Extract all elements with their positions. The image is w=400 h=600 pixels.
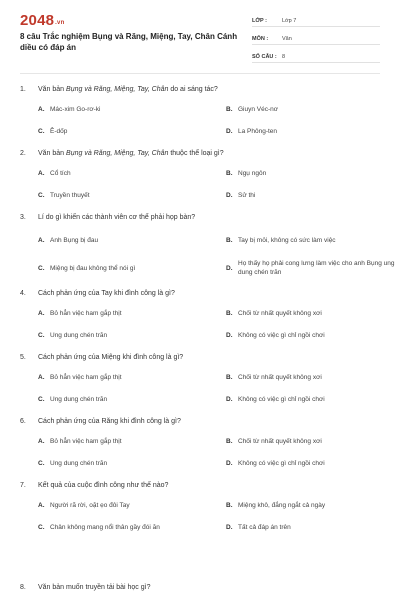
option-text: Mác-xim Go-rơ-ki <box>50 105 101 113</box>
answer-option[interactable] <box>226 324 398 346</box>
answer-options <box>38 366 380 410</box>
option-letter: D. <box>226 264 233 272</box>
meta-label: LỚP : <box>252 18 267 24</box>
meta-value: Văn <box>282 36 292 42</box>
answer-option[interactable] <box>38 516 210 538</box>
question-text: Văn bản Bụng và Răng, Miệng, Tay, Chân thuộc thể loại gì? <box>38 150 224 157</box>
question-number: 5. <box>20 354 26 361</box>
option-letter: D. <box>226 191 233 199</box>
option-letter: A. <box>38 309 45 317</box>
answer-option[interactable] <box>38 184 210 206</box>
option-text: Không có việc gì chỉ ngồi chơi <box>238 459 325 467</box>
question-text: Văn bản Bụng và Răng, Miệng, Tay, Chân do ai sáng tác? <box>38 86 218 93</box>
answer-option[interactable] <box>38 226 210 254</box>
question-text: Văn bản muốn truyền tải bài học gì? <box>38 584 151 591</box>
answer-option[interactable] <box>226 98 398 120</box>
option-letter: D. <box>226 459 233 467</box>
option-text: Tay bị mỏi, không có sức làm việc <box>238 236 336 244</box>
question-prompt <box>20 286 380 302</box>
answer-option[interactable] <box>38 366 210 388</box>
question-prompt <box>20 478 380 494</box>
meta-grade <box>252 11 380 27</box>
option-text: Miệng bị đau không thể nói gì <box>50 264 136 272</box>
answer-option[interactable] <box>226 366 398 388</box>
option-letter: A. <box>38 501 45 509</box>
meta-value: 8 <box>282 54 286 60</box>
question-number: 3. <box>20 214 26 221</box>
option-text: Giuyn Véc-nơ <box>238 105 279 113</box>
answer-option[interactable] <box>38 302 210 324</box>
option-text: Ung dung chén trăn <box>50 395 108 403</box>
answer-option[interactable] <box>38 120 210 142</box>
answer-option[interactable] <box>226 494 398 516</box>
option-letter: C. <box>38 395 45 403</box>
question-4 <box>20 286 380 346</box>
option-letter: C. <box>38 331 45 339</box>
option-text: Họ thấy họ phải cong lưng làm việc cho anh Bụng ung dung chén trăn <box>238 260 395 276</box>
question-8-partial <box>20 584 150 591</box>
option-text: Bỏ hẳn việc ham gắp thịt <box>50 373 122 381</box>
answer-option[interactable] <box>226 184 398 206</box>
answer-option[interactable] <box>38 254 210 282</box>
option-letter: A. <box>38 437 45 445</box>
answer-option[interactable] <box>226 226 398 254</box>
answer-option[interactable] <box>226 254 398 282</box>
option-text: La Phông-ten <box>238 127 278 135</box>
question-text: Lí do gì khiến các thành viên cơ thể phải họp bàn? <box>38 214 196 221</box>
option-letter: A. <box>38 236 45 244</box>
question-prompt <box>20 146 380 162</box>
option-text: Chối từ nhất quyết không xơi <box>238 373 322 381</box>
option-letter: C. <box>38 191 45 199</box>
meta-value: Lớp 7 <box>282 18 297 24</box>
option-letter: A. <box>38 169 45 177</box>
answer-options <box>38 98 380 142</box>
question-number: 6. <box>20 418 26 425</box>
answer-option[interactable] <box>38 162 210 184</box>
option-letter: D. <box>226 127 233 135</box>
question-text: Cách phản ứng của Răng khi đình công là gì? <box>38 418 181 425</box>
option-text: Tất cả đáp án trên <box>238 523 291 531</box>
answer-option[interactable] <box>226 516 398 538</box>
answer-option[interactable] <box>38 494 210 516</box>
option-letter: A. <box>38 105 45 113</box>
answer-options <box>38 430 380 474</box>
question-prompt <box>20 414 380 430</box>
header-divider <box>20 73 380 74</box>
answer-option[interactable] <box>226 452 398 474</box>
option-letter: C. <box>38 523 45 531</box>
question-7 <box>20 478 380 538</box>
meta-label: SỐ CÂU : <box>252 54 277 60</box>
answer-options <box>38 162 380 206</box>
question-number: 2. <box>20 150 26 157</box>
option-text: Ê-dốp <box>50 127 68 135</box>
option-text: Người rã rời, oặt ẹo đôi Tay <box>50 501 130 509</box>
option-letter: B. <box>226 236 233 244</box>
question-prompt <box>20 350 380 366</box>
question-number: 1. <box>20 86 26 93</box>
question-text: Cách phản ứng của Miệng khi đình công là gì? <box>38 354 184 361</box>
question-number: 4. <box>20 290 26 297</box>
question-prompt <box>20 82 380 98</box>
answer-option[interactable] <box>38 388 210 410</box>
option-text: Ung dung chén trăn <box>50 459 108 467</box>
answer-option[interactable] <box>226 162 398 184</box>
option-text: Bỏ hẳn việc ham gắp thịt <box>50 309 122 317</box>
question-3 <box>20 210 395 282</box>
option-text: Bỏ hẳn việc ham gắp thịt <box>50 437 122 445</box>
question-number: 8. <box>20 584 26 591</box>
answer-option[interactable] <box>38 430 210 452</box>
question-prompt <box>20 210 380 226</box>
meta-count <box>252 47 380 63</box>
question-5 <box>20 350 380 410</box>
meta-subject <box>252 29 380 45</box>
answer-option[interactable] <box>226 388 398 410</box>
question-list <box>20 78 395 538</box>
page-title: 8 câu Trắc nghiệm Bụng và Răng, Miệng, Tay, Chân Cánh diều có đáp án <box>20 32 238 52</box>
header <box>0 0 400 64</box>
answer-option[interactable] <box>38 452 210 474</box>
option-text: Truyền thuyết <box>50 191 90 199</box>
option-text: Chối từ nhất quyết không xơi <box>238 309 322 317</box>
meta-label: MÔN : <box>252 36 269 42</box>
answer-option[interactable] <box>38 324 210 346</box>
option-text: Ung dung chén trăn <box>50 331 108 339</box>
option-text: Không có việc gì chỉ ngồi chơi <box>238 395 325 403</box>
option-letter: B. <box>226 373 233 381</box>
option-letter: D. <box>226 395 233 403</box>
option-text: Anh Bụng bị đau <box>50 236 99 244</box>
option-letter: A. <box>38 373 45 381</box>
question-2 <box>20 146 380 206</box>
question-6 <box>20 414 380 474</box>
quiz-meta <box>252 11 380 65</box>
answer-option[interactable] <box>226 302 398 324</box>
option-letter: C. <box>38 127 45 135</box>
question-text: Cách phản ứng của Tay khi đình công là gì? <box>38 290 175 297</box>
option-text: Ngụ ngôn <box>238 169 267 177</box>
option-letter: B. <box>226 105 233 113</box>
option-text: Sử thi <box>238 191 256 199</box>
answer-option[interactable] <box>226 120 398 142</box>
answer-options <box>38 494 380 538</box>
option-letter: B. <box>226 437 233 445</box>
answer-options <box>38 226 395 282</box>
option-letter: C. <box>38 264 45 272</box>
option-letter: C. <box>38 459 45 467</box>
answer-option[interactable] <box>226 430 398 452</box>
option-text: Miệng khô, đắng ngắt cả ngày <box>238 501 326 509</box>
question-number: 7. <box>20 482 26 489</box>
question-text: Kết quả của cuộc đình công như thế nào? <box>38 482 169 489</box>
answer-options <box>38 302 380 346</box>
answer-option[interactable] <box>38 98 210 120</box>
option-letter: B. <box>226 309 233 317</box>
option-letter: D. <box>226 523 233 531</box>
option-text: Cổ tích <box>50 169 71 177</box>
site-logo[interactable]: $2048_{.vn}$ <box>20 12 65 29</box>
option-letter: D. <box>226 331 233 339</box>
question-1 <box>20 82 380 142</box>
option-letter: B. <box>226 501 233 509</box>
option-text: Chối từ nhất quyết không xơi <box>238 437 322 445</box>
option-text: Không có việc gì chỉ ngồi chơi <box>238 331 325 339</box>
option-letter: B. <box>226 169 233 177</box>
option-text: Chân không mang nổi thân gầy đói ăn <box>50 523 160 531</box>
